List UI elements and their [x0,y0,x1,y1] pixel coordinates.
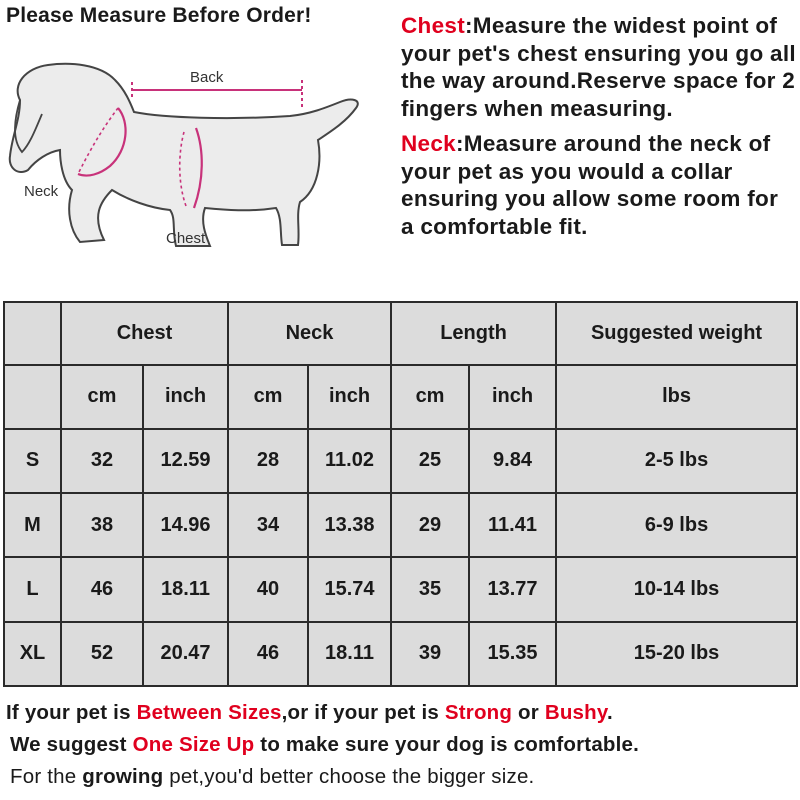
table-cell: 6-9 lbs [556,493,797,557]
table-row [4,622,797,686]
table-unit-row [4,365,797,428]
table-corner-cell [4,302,61,365]
table-cell: 34 [228,493,308,557]
table-cell: 13.77 [469,557,556,621]
table-cell: 38 [61,493,143,557]
unit-cell: inch [143,365,228,428]
neck-instruction [401,130,796,240]
table-row [4,557,797,621]
table-cell: 28 [228,429,308,493]
table-cell: 12.59 [143,429,228,493]
table-cell: 13.38 [308,493,391,557]
unit-cell: cm [228,365,308,428]
advice-highlight: Strong [444,701,513,724]
advice-text: If your pet is [6,701,137,724]
advice-text: or [512,701,545,724]
table-cell: 29 [391,493,469,557]
advice-line-growing [6,761,798,793]
back-label: Back [190,69,224,86]
table-cell: 25 [391,429,469,493]
chest-term: Chest [401,13,466,38]
table-cell: 40 [228,557,308,621]
table-cell: 20.47 [143,622,228,686]
table-row [4,493,797,557]
neck-term: Neck [401,131,456,156]
measurement-instructions [401,12,796,248]
size-label-cell: XL [4,622,61,686]
table-cell: 32 [61,429,143,493]
table-cell: 39 [391,622,469,686]
table-cell: 52 [61,622,143,686]
neck-label: Neck [24,183,59,200]
neck-instruction-text: :Measure around the neck of your pet as you would a collar ensuring you allow some room for a comfortable fit. [401,131,779,239]
chest-instruction [401,12,796,122]
table-cell: 46 [228,622,308,686]
advice-text: For the [10,765,83,788]
advice-text: We suggest [10,733,133,756]
size-label-cell: L [4,557,61,621]
table-cell: 14.96 [143,493,228,557]
advice-text: . [606,701,613,724]
table-cell: 15-20 lbs [556,622,797,686]
table-cell: 46 [61,557,143,621]
advice-text: pet,you'd better choose the bigger size. [163,765,535,788]
table-cell: 35 [391,557,469,621]
unit-cell: cm [61,365,143,428]
table-cell: 18.11 [143,557,228,621]
advice-text: to make sure your dog is comfortable. [254,733,640,756]
advice-highlight: One Size Up [132,733,255,756]
page-title: Please Measure Before Order! [6,4,312,27]
table-cell: 9.84 [469,429,556,493]
weight-header: Suggested weight [556,302,797,365]
table-cell: 15.74 [308,557,391,621]
table-cell: 18.11 [308,622,391,686]
chest-label: Chest [166,230,206,247]
chest-instruction-text: :Measure the widest point of your pet's chest ensuring you go all the way around.Reserve space for 2 fingers when measuring. [401,13,796,121]
table-cell: 10-14 lbs [556,557,797,621]
length-header: Length [391,302,556,365]
sizing-advice [6,697,798,793]
unit-cell: cm [391,365,469,428]
advice-highlight: growing [82,765,164,788]
table-cell: 2-5 lbs [556,429,797,493]
chest-header: Chest [61,302,228,365]
table-cell: 15.35 [469,622,556,686]
unit-cell: inch [308,365,391,428]
table-header-row [4,302,797,365]
table-cell: 11.02 [308,429,391,493]
advice-highlight: Between Sizes [136,701,282,724]
size-label-cell: M [4,493,61,557]
unit-cell: inch [469,365,556,428]
advice-text: ,or if your pet is [281,701,445,724]
unit-cell: lbs [556,365,797,428]
advice-highlight: Bushy [544,701,607,724]
dog-measurement-diagram [0,40,370,280]
advice-line-between-sizes [6,697,798,729]
advice-line-size-up [6,729,798,761]
table-unit-corner-cell [4,365,61,428]
dog-outline [10,64,358,246]
table-cell: 11.41 [469,493,556,557]
size-label-cell: S [4,429,61,493]
table-row [4,429,797,493]
size-chart-table [3,301,798,687]
neck-header: Neck [228,302,391,365]
